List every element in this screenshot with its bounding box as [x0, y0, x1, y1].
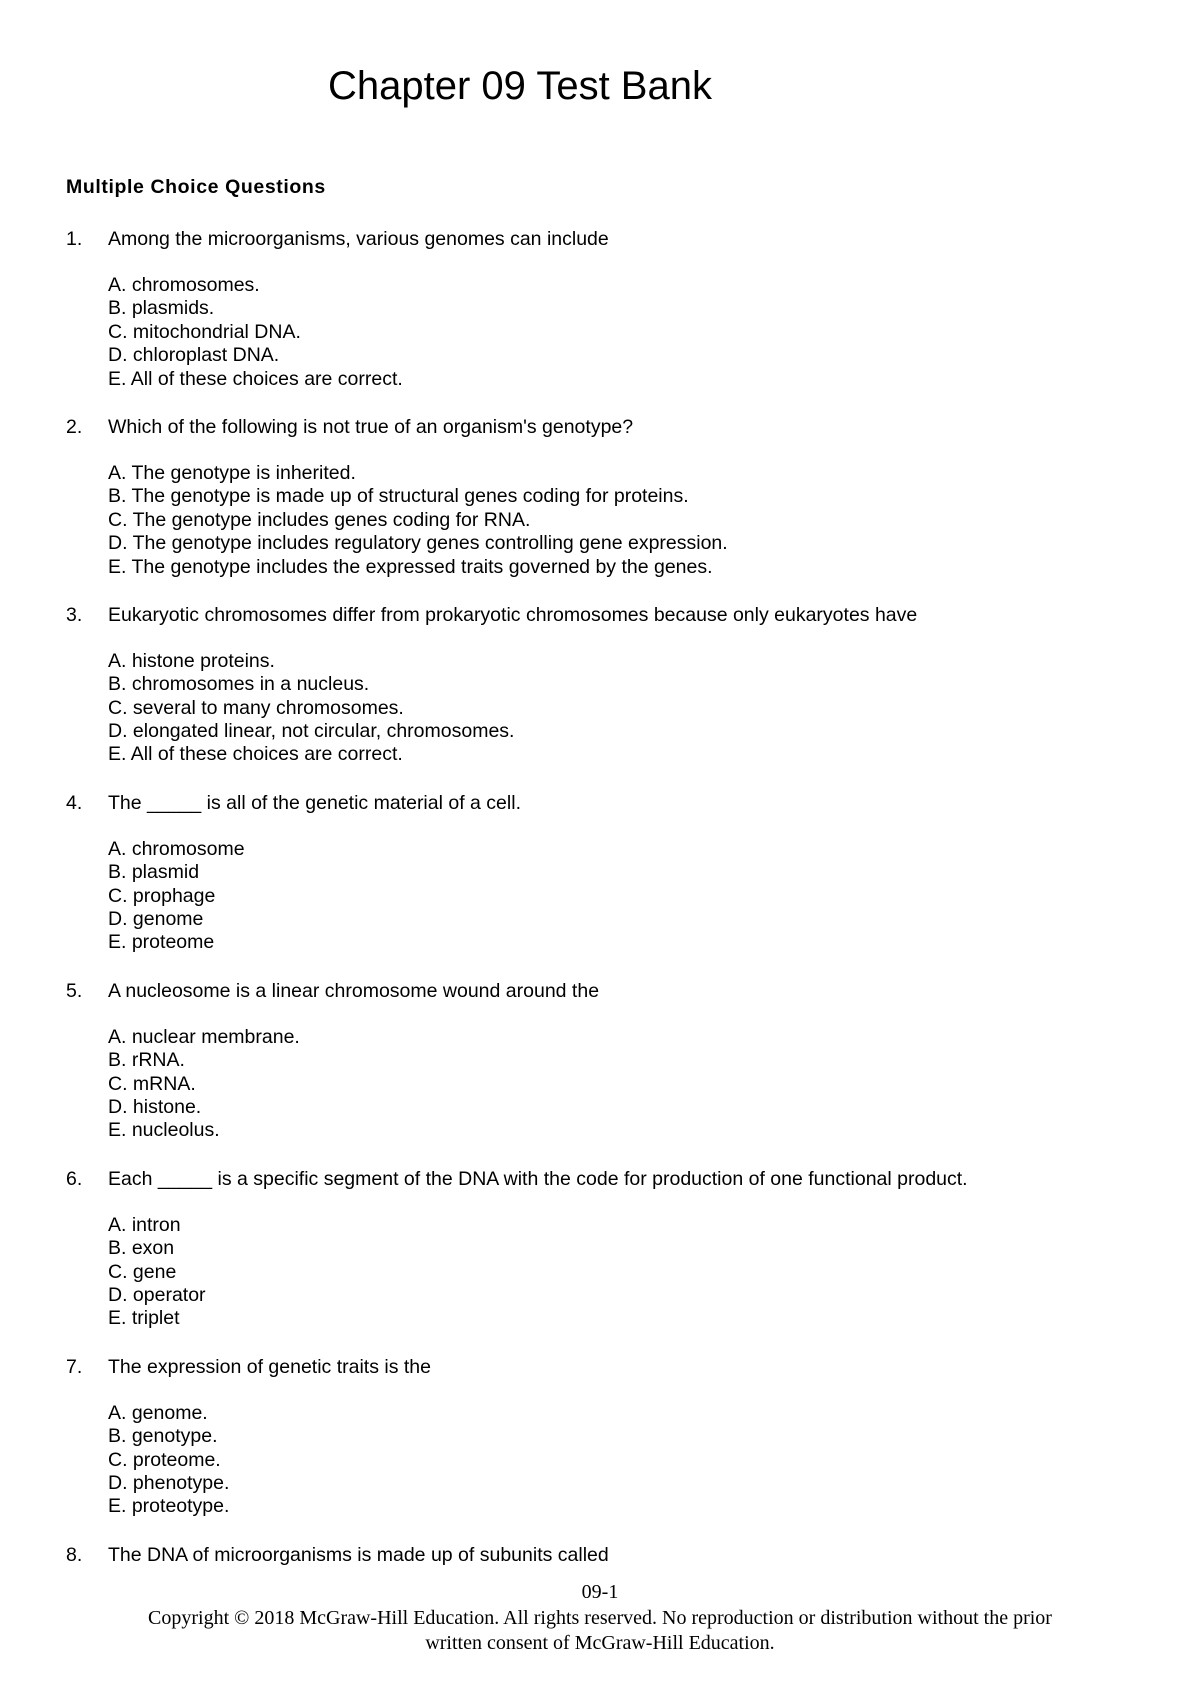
question-stem	[0, 1543, 1200, 1567]
answer-choice: B. genotype.	[108, 1425, 218, 1448]
question-text: The DNA of microorganisms is made up of subunits called	[108, 1543, 609, 1566]
question-item	[0, 227, 1200, 391]
answer-choice: C. several to many chromosomes.	[108, 696, 404, 719]
answer-choice: D. The genotype includes regulatory genes controlling gene expression.	[108, 532, 728, 555]
question-item	[0, 1167, 1200, 1331]
question-number: 7.	[66, 1355, 83, 1378]
answer-choice: D. phenotype.	[108, 1471, 230, 1494]
answer-choice: E. All of these choices are correct.	[108, 367, 403, 390]
page-number: 09-1	[581, 1581, 619, 1603]
answer-choice: E. proteotype.	[108, 1495, 230, 1518]
question-number: 8.	[66, 1543, 83, 1566]
answer-choice: B. rRNA.	[108, 1049, 185, 1072]
answer-choices	[0, 838, 1200, 955]
question-text: Among the microorganisms, various genomes can include	[108, 228, 609, 250]
answer-choice: A. intron	[108, 1213, 181, 1236]
question-stem	[0, 979, 1200, 1003]
answer-choice: C. The genotype includes genes coding for RNA.	[108, 508, 531, 531]
answer-choice: E. nucleolus.	[108, 1119, 220, 1142]
answer-choice: A. chromosomes.	[108, 274, 260, 296]
question-text: A nucleosome is a linear chromosome wound around the	[108, 979, 600, 1002]
answer-choices	[0, 274, 1200, 391]
answer-choice: D. genome	[108, 908, 204, 931]
question-text: The _____ is all of the genetic material of a cell.	[108, 791, 521, 814]
question-number: 3.	[66, 603, 83, 626]
answer-choice: A. The genotype is inherited.	[108, 461, 356, 484]
answer-choice: E. All of these choices are correct.	[108, 743, 403, 766]
question-item	[0, 603, 1200, 767]
question-text: Which of the following is not true of an organism's genotype?	[108, 415, 634, 438]
answer-choice: C. mRNA.	[108, 1072, 196, 1095]
answer-choice: E. proteome	[108, 931, 215, 954]
question-text: Eukaryotic chromosomes differ from prokaryotic chromosomes because only eukaryotes have	[108, 603, 918, 626]
question-number: 6.	[66, 1167, 83, 1190]
copyright-line-2: written consent of McGraw-Hill Education.	[425, 1632, 775, 1654]
answer-choice: B. plasmids.	[108, 297, 215, 320]
answer-choice: C. gene	[108, 1260, 177, 1283]
question-item	[0, 979, 1200, 1143]
question-stem	[0, 791, 1200, 815]
question-stem	[0, 1355, 1200, 1379]
answer-choice: C. prophage	[108, 884, 216, 907]
question-item	[0, 1355, 1200, 1519]
question-text: Each _____ is a specific segment of the DNA with the code for production of one functional product.	[108, 1167, 968, 1190]
question-stem	[0, 1167, 1200, 1191]
answer-choices	[0, 462, 1200, 579]
answer-choice: B. chromosomes in a nucleus.	[108, 673, 370, 696]
question-text: The expression of genetic traits is the	[108, 1355, 431, 1378]
question-number: 4.	[66, 791, 83, 814]
answer-choices	[0, 1214, 1200, 1331]
answer-choice: D. histone.	[108, 1095, 202, 1118]
answer-choice: A. chromosome	[108, 837, 245, 860]
question-item	[0, 791, 1200, 955]
answer-choices	[0, 650, 1200, 767]
question-number: 5.	[66, 979, 83, 1002]
answer-choice: D. elongated linear, not circular, chromosomes.	[108, 720, 515, 743]
answer-choice: C. proteome.	[108, 1448, 221, 1471]
question-number: 2.	[66, 415, 83, 438]
answer-choice: E. The genotype includes the expressed traits governed by the genes.	[108, 555, 713, 578]
answer-choices	[0, 1026, 1200, 1143]
question-list	[0, 227, 1200, 1567]
page-title: Chapter 09 Test Bank	[328, 64, 712, 108]
section-heading: Multiple Choice Questions	[66, 176, 326, 198]
question-stem	[0, 415, 1200, 439]
answer-choice: B. plasmid	[108, 861, 200, 884]
answer-choice: D. operator	[108, 1283, 206, 1306]
question-stem	[0, 603, 1200, 627]
answer-choice: A. nuclear membrane.	[108, 1025, 300, 1048]
question-item	[0, 415, 1200, 579]
answer-choices	[0, 1402, 1200, 1519]
answer-choice: E. triplet	[108, 1307, 180, 1330]
answer-choice: B. exon	[108, 1237, 175, 1260]
answer-choice: C. mitochondrial DNA.	[108, 320, 301, 343]
answer-choice: B. The genotype is made up of structural genes coding for proteins.	[108, 485, 689, 508]
answer-choice: D. chloroplast DNA.	[108, 344, 280, 367]
copyright-line-1: Copyright © 2018 McGraw-Hill Education. All rights reserved. No reproduction or distribution without the prior	[148, 1607, 1052, 1629]
question-item	[0, 1543, 1200, 1567]
question-number: 1.	[66, 228, 83, 250]
answer-choice: A. genome.	[108, 1401, 208, 1424]
answer-choice: A. histone proteins.	[108, 649, 275, 672]
question-stem	[0, 227, 1200, 251]
